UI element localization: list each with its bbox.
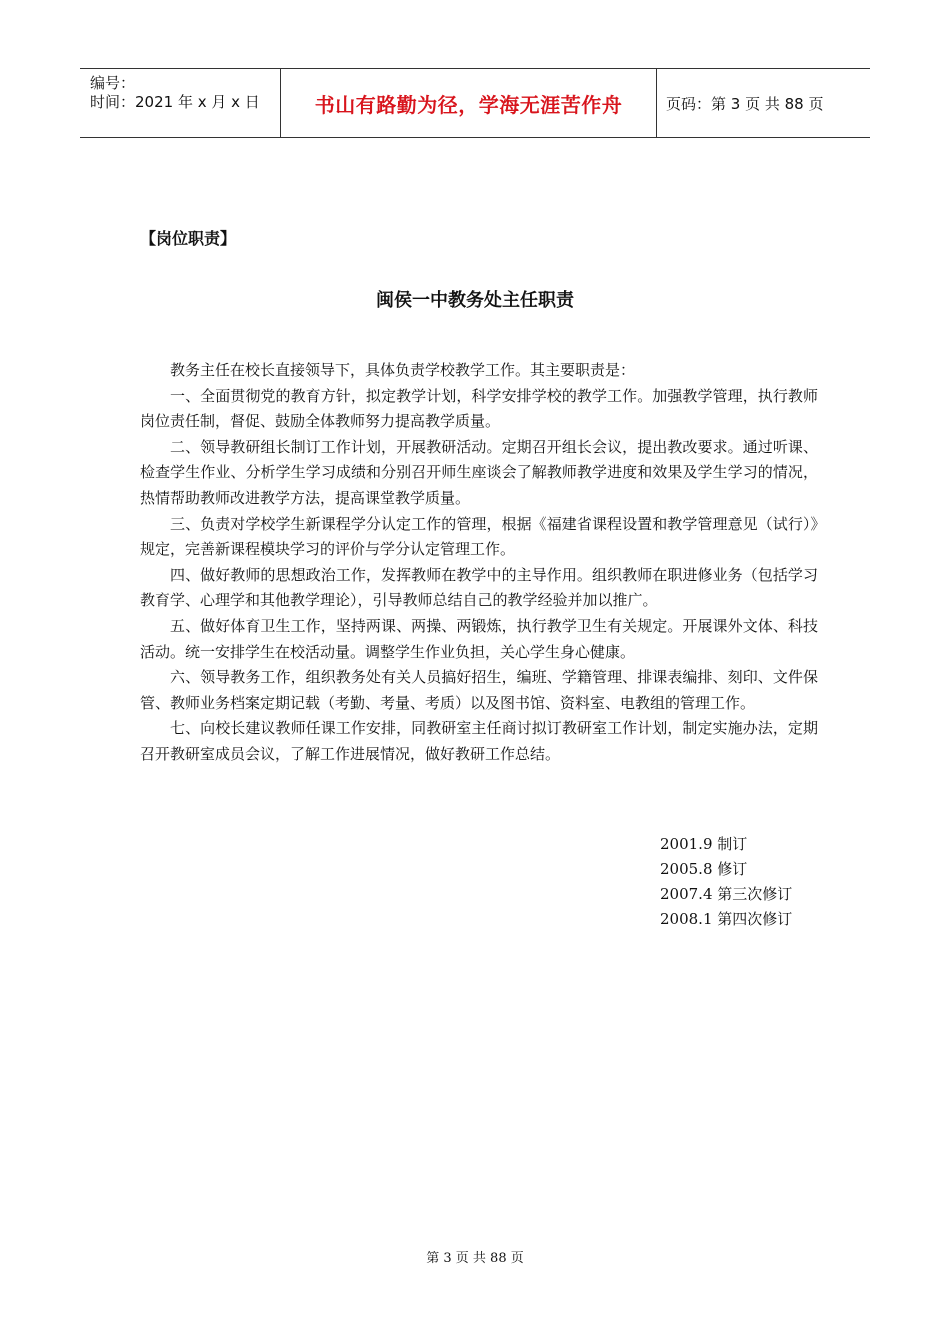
revision-entry: 2001.9 制订: [660, 835, 748, 853]
time-label: 时间：2021 年 x 月 x 日: [90, 93, 260, 111]
header-meta: [80, 69, 281, 137]
revision-entry: 2007.4 第三次修订: [660, 885, 793, 903]
revision-entry: 2005.8 修订: [660, 860, 748, 878]
paragraph: 四、做好教师的思想政治工作，发挥教师在教学中的主导作用。组织教师在职进修业务（包括学习教育学、心理学和其他教学理论），引导教师总结自己的教学经验并加以推广。: [140, 565, 818, 610]
paragraph: 七、向校长建议教师任课工作安排，同教研室主任商讨拟订教研室工作计划，制定实施办法，定期召开教研室成员会议，了解工作进展情况，做好教研工作总结。: [140, 719, 818, 763]
page-footer: 第 3 页 共 88 页: [426, 1251, 524, 1266]
header-motto-cell: [281, 69, 657, 137]
paragraph: 教务主任在校长直接领导下，具体负责学校教学工作。其主要职责是：: [170, 361, 636, 379]
motto: 书山有路勤为径，学海无涯苦作舟: [314, 92, 623, 117]
header-page-code: [666, 69, 870, 137]
paragraph: 三、负责对学校学生新课程学分认定工作的管理，根据《福建省课程设置和教学管理意见（试行）》规定，完善新课程模块学习的评价与学分认定管理工作。: [140, 514, 818, 559]
page-code: 页码：第 3 页 共 88 页: [666, 94, 824, 113]
paragraph: 二、领导教研组长制订工作计划，开展教研活动。定期召开组长会议，提出教改要求。通过听课、检查学生作业、分析学生学习成绩和分别召开师生座谈会了解教师教学进度和效果及学生学习的情况，热情帮助教师改进教学方法，提高课堂教学质量。: [140, 437, 818, 507]
document-title: 闽侯一中教务处主任职责: [376, 290, 574, 311]
revision-history: [660, 832, 792, 932]
paragraph: 六、领导教务工作，组织教务处有关人员搞好招生，编班、学籍管理、排课表编排、刻印、文件保管、教师业务档案定期记载（考勤、考量、考质）以及图书馆、资料室、电教组的管理工作。: [140, 668, 818, 712]
paragraph: 五、做好体育卫生工作，坚持两课、两操、两锻炼，执行教学卫生有关规定。开展课外文体、科技活动。统一安排学生在校活动量。调整学生作业负担，关心学生身心健康。: [140, 616, 818, 661]
number-label: 编号：: [90, 74, 136, 92]
page-header: [80, 68, 870, 138]
section-tag: 【岗位职责】: [140, 229, 237, 248]
paragraph: 一、全面贯彻党的教育方针，拟定教学计划，科学安排学校的教学工作。加强教学管理，执行教师岗位责任制，督促、鼓励全体教师努力提高教学质量。: [140, 386, 818, 431]
document-body: [140, 358, 818, 768]
revision-entry: 2008.1 第四次修订: [660, 910, 793, 928]
